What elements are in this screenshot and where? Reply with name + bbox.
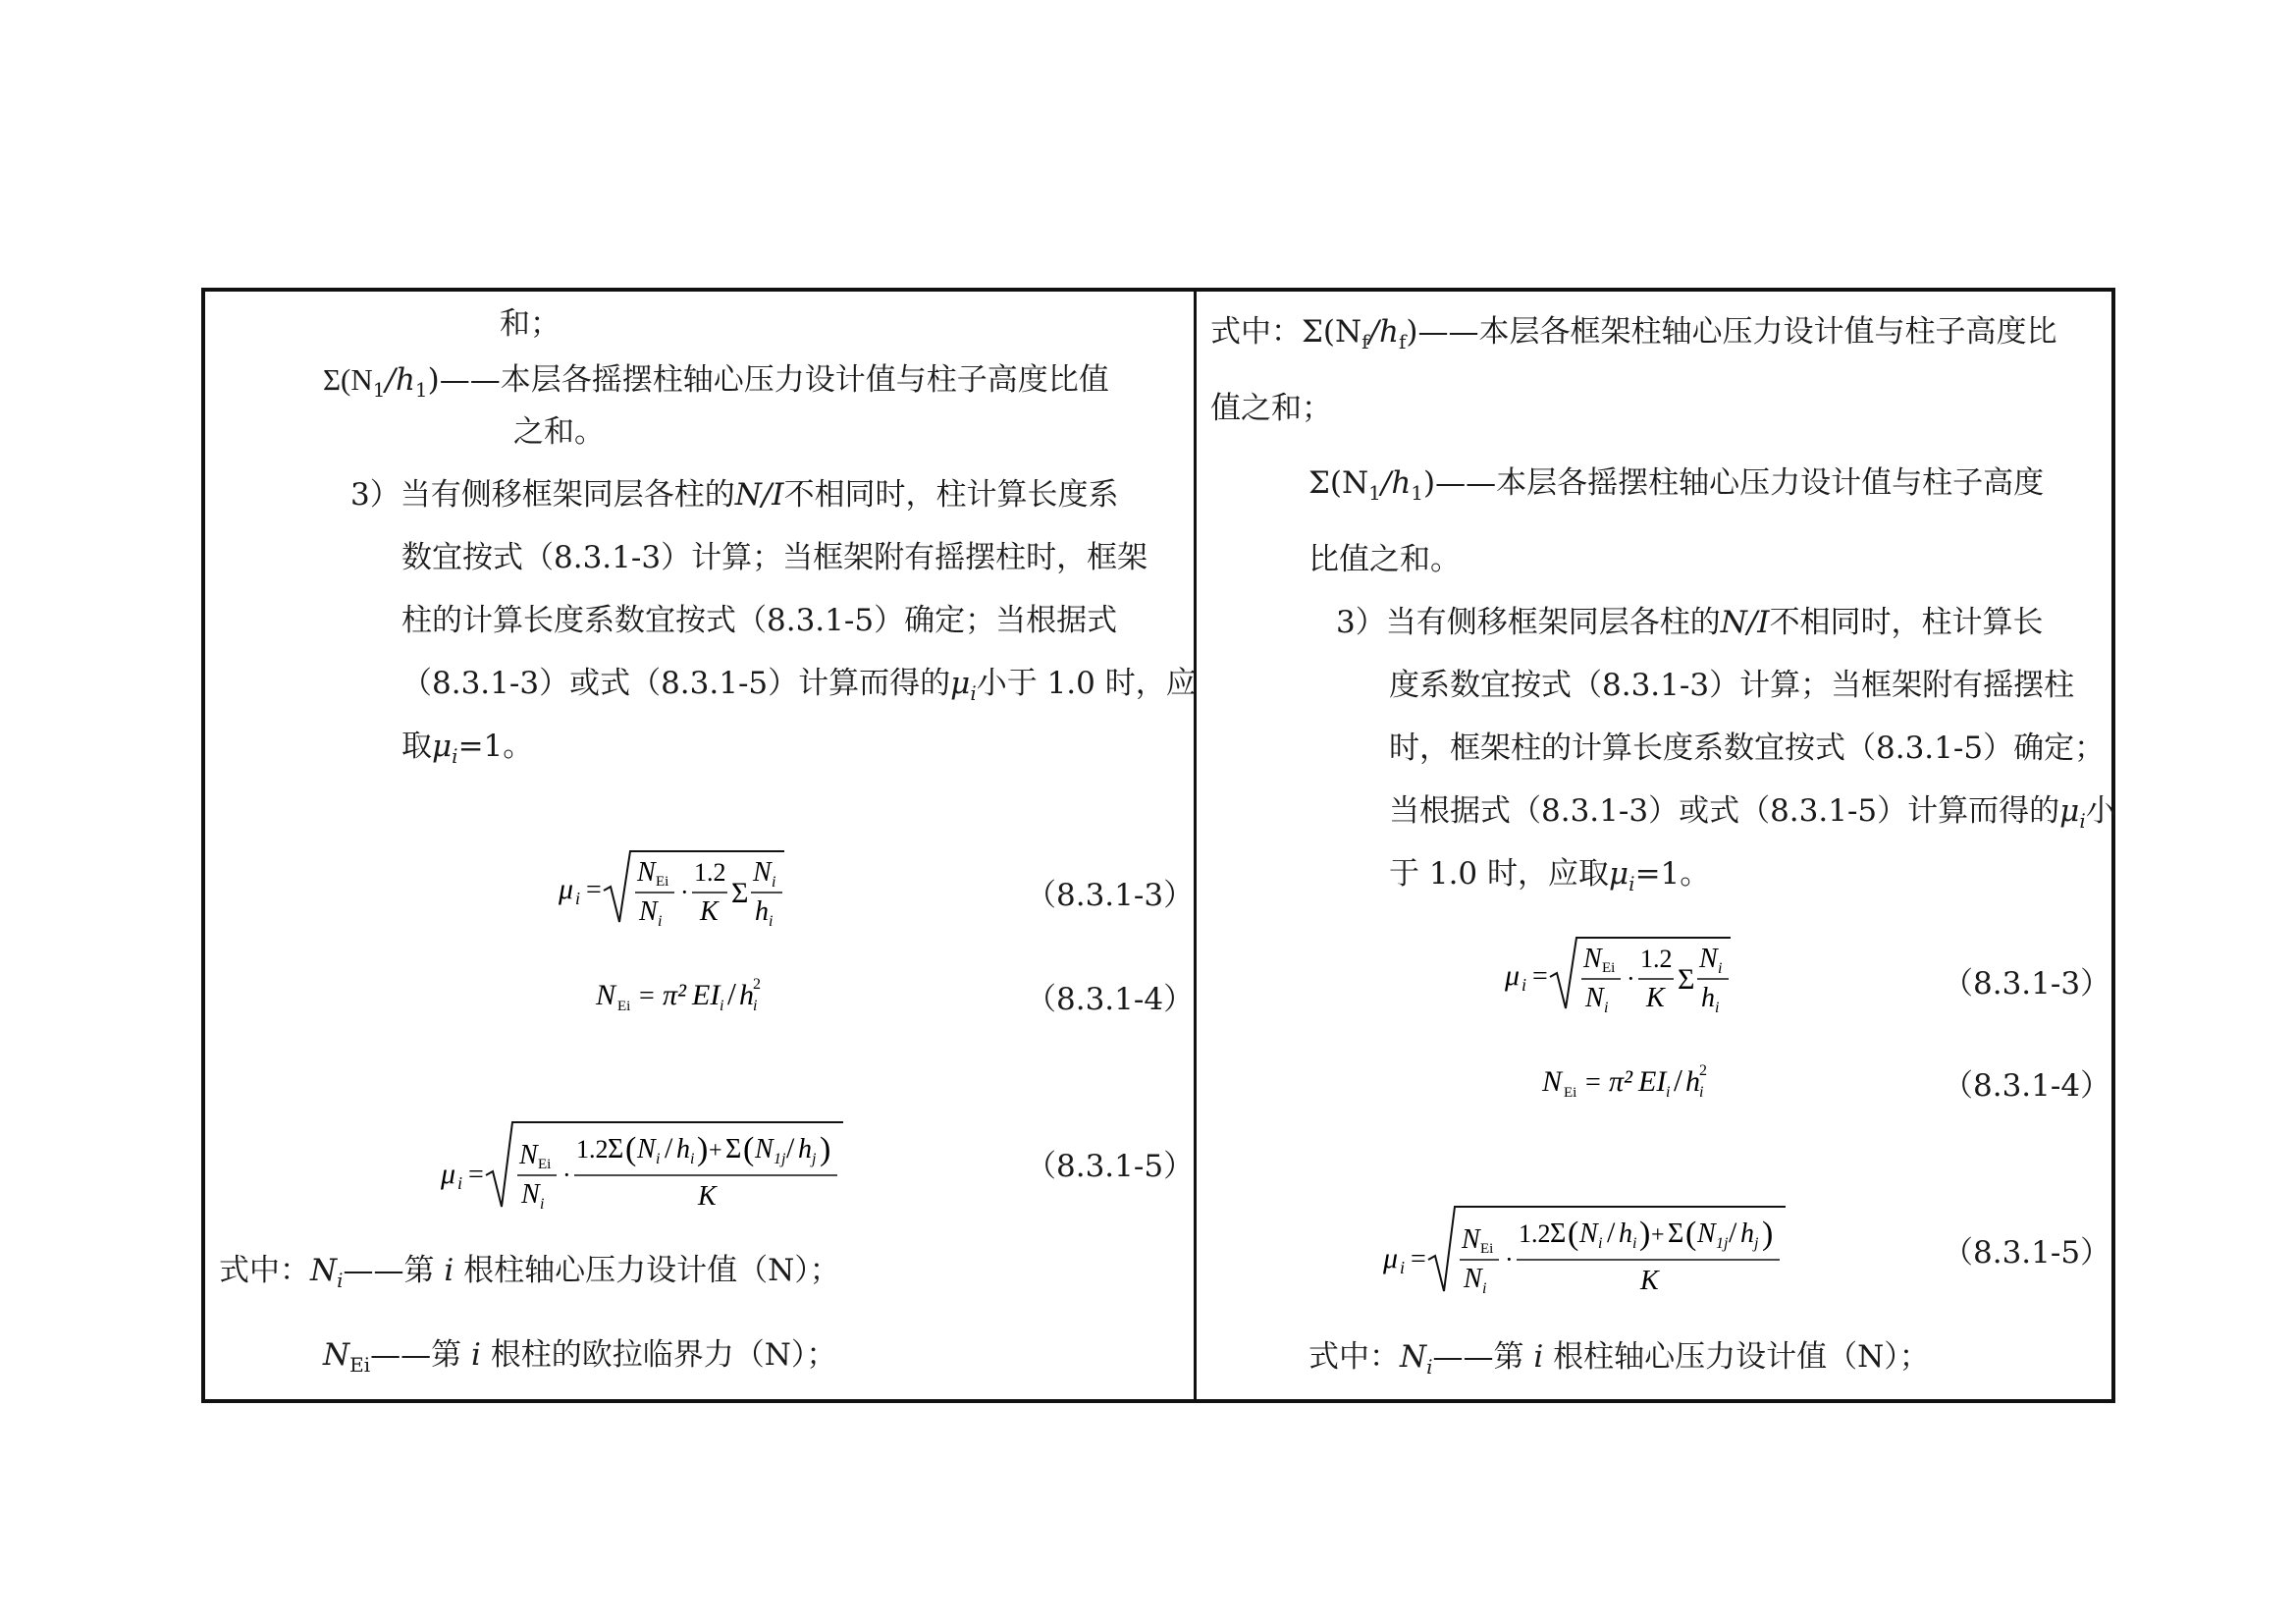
right-eq3-number: （8.3.1-3） — [1943, 966, 2111, 1001]
left-para3-line1: 3）当有侧移框架同层各柱的N/I不相同时，柱计算长度系 — [350, 477, 1119, 513]
svg-text:=: = — [1585, 1067, 1601, 1098]
svg-text:μ: μ — [559, 873, 574, 905]
svg-text:N: N — [596, 979, 616, 1011]
svg-text:h: h — [1701, 983, 1715, 1013]
svg-text:1.2: 1.2 — [694, 858, 726, 887]
svg-text:j: j — [1754, 1235, 1759, 1252]
left-line-zhihe: 之和。 — [513, 414, 605, 450]
svg-text:1.2: 1.2 — [1519, 1219, 1551, 1248]
svg-text:=: = — [468, 1160, 484, 1190]
svg-text:μ: μ — [1383, 1242, 1399, 1274]
svg-text:i: i — [658, 913, 663, 930]
svg-text:Ei: Ei — [656, 874, 669, 890]
svg-text:h: h — [1740, 1218, 1754, 1249]
svg-text:·: · — [562, 1161, 571, 1189]
svg-text:+: + — [1651, 1222, 1665, 1248]
svg-text:N: N — [637, 857, 656, 888]
svg-text:N: N — [1585, 983, 1604, 1013]
svg-text:N: N — [519, 1140, 538, 1170]
svg-text:1j: 1j — [774, 1151, 786, 1167]
svg-text:): ) — [697, 1131, 709, 1167]
svg-text:i: i — [1632, 1235, 1637, 1252]
svg-text:i: i — [1604, 1000, 1609, 1016]
left-para3-line4: （8.3.1-3）或式（8.3.1-5）计算而得的$\mu_i$小于 1.0 时，应 — [401, 666, 1197, 705]
svg-text:h: h — [676, 1134, 690, 1164]
svg-text:/: / — [1607, 1217, 1616, 1249]
svg-text:i: i — [769, 913, 774, 930]
right-def-sum-frame: 式中：$\Sigma(N_f/h_f)——$本层各框架柱轴心压力设计值与柱子高度比 — [1210, 314, 2057, 353]
svg-text:K: K — [698, 1181, 717, 1212]
svg-text:=: = — [1411, 1244, 1426, 1274]
svg-text:μ: μ — [441, 1158, 456, 1190]
svg-text:(: ( — [743, 1131, 755, 1167]
svg-text:EI: EI — [1638, 1065, 1667, 1098]
svg-text:h: h — [739, 979, 754, 1011]
svg-text:Ei: Ei — [1480, 1241, 1494, 1257]
svg-text:Σ: Σ — [1550, 1218, 1567, 1249]
left-eq4-number: （8.3.1-4） — [1026, 982, 1195, 1017]
left-eq-8-3-1-4 — [596, 969, 792, 1018]
svg-text:=: = — [639, 981, 655, 1011]
svg-text:): ) — [1639, 1216, 1651, 1252]
left-para3-line5: 取$\mu_i=1$。 — [401, 729, 534, 768]
svg-text:·: · — [1627, 964, 1635, 993]
right-sum-definition: $\Sigma(N_1/h_1)——$本层各摇摆柱轴心压力设计值与柱子高度 — [1308, 465, 2045, 505]
right-eq4-number: （8.3.1-4） — [1943, 1068, 2111, 1104]
svg-text:2: 2 — [753, 976, 761, 993]
svg-text:Ei: Ei — [1602, 960, 1616, 976]
right-eq-8-3-1-4 — [1542, 1056, 1738, 1105]
svg-text:Ei: Ei — [1564, 1085, 1577, 1101]
svg-text:Σ: Σ — [1678, 963, 1695, 996]
svg-text:i: i — [1482, 1280, 1487, 1297]
left-def-NEi: $N_{Ei}——$第 i 根柱的欧拉临界力（N）； — [323, 1337, 837, 1377]
svg-text:Ei: Ei — [617, 999, 631, 1014]
svg-text:1.2: 1.2 — [1640, 945, 1673, 973]
left-eq-8-3-1-5 — [441, 1114, 853, 1213]
left-eq-8-3-1-3 — [559, 841, 784, 930]
svg-text:=: = — [1532, 961, 1548, 992]
svg-text:Σ: Σ — [731, 877, 749, 909]
svg-text:K: K — [700, 896, 719, 927]
svg-text:(: ( — [625, 1131, 637, 1167]
svg-text:·: · — [680, 878, 689, 906]
comparison-table — [201, 288, 2115, 1403]
left-line-he: 和； — [500, 306, 561, 342]
right-column — [1197, 292, 2116, 1399]
svg-text:i: i — [690, 1151, 695, 1167]
svg-text:i: i — [1400, 1258, 1406, 1277]
svg-text:i: i — [656, 1151, 661, 1167]
svg-text:h: h — [1685, 1065, 1700, 1098]
svg-text:K: K — [1640, 1266, 1659, 1296]
svg-text:h: h — [798, 1134, 812, 1164]
left-column — [205, 292, 1197, 1399]
svg-text:i: i — [575, 889, 581, 908]
svg-text:π²: π² — [663, 979, 687, 1011]
svg-text:N: N — [639, 896, 658, 927]
left-eq5-number: （8.3.1-5） — [1026, 1149, 1195, 1184]
svg-text:μ: μ — [1505, 959, 1521, 992]
svg-text:i: i — [457, 1173, 463, 1193]
right-eq-8-3-1-5 — [1383, 1199, 1795, 1297]
left-def-Ni: 式中：$N_i——$第 i 根柱轴心压力设计值（N）； — [219, 1253, 840, 1292]
svg-text:/: / — [1729, 1217, 1737, 1249]
svg-text:2: 2 — [1699, 1062, 1707, 1079]
svg-text:K: K — [1646, 983, 1665, 1013]
svg-text:N: N — [1697, 1218, 1716, 1249]
svg-text:(: ( — [1685, 1216, 1697, 1252]
right-para3-line3: 时，框架柱的计算长度系数宜按式（8.3.1-5）确定； — [1389, 731, 2106, 766]
svg-text:Σ: Σ — [1668, 1218, 1684, 1249]
svg-text:i: i — [753, 998, 758, 1014]
svg-text:/: / — [727, 976, 736, 1011]
right-line-zhihe: 值之和； — [1210, 391, 1332, 426]
right-eq-8-3-1-3 — [1505, 928, 1731, 1016]
svg-text:·: · — [1505, 1245, 1514, 1273]
svg-text:N: N — [753, 857, 772, 888]
svg-text:Σ: Σ — [608, 1134, 624, 1164]
svg-text:i: i — [1666, 1084, 1671, 1101]
right-para3-line1: 3）当有侧移框架同层各柱的N/I不相同时，柱计算长 — [1336, 605, 2044, 640]
svg-text:N: N — [755, 1134, 774, 1164]
svg-text:h: h — [1619, 1218, 1632, 1249]
svg-text:π²: π² — [1609, 1065, 1633, 1098]
svg-text:/: / — [786, 1132, 795, 1164]
left-eq3-number: （8.3.1-3） — [1026, 878, 1195, 913]
svg-text:(: ( — [1568, 1216, 1579, 1252]
left-para3-line3: 柱的计算长度系数宜按式（8.3.1-5）确定；当根据式 — [401, 603, 1118, 638]
svg-text:Ei: Ei — [538, 1157, 552, 1172]
right-def-Ni: 式中：$N_i——$第 i 根柱轴心压力设计值（N）； — [1308, 1339, 1930, 1379]
svg-text:1j: 1j — [1716, 1235, 1729, 1252]
left-para3-line2: 数宜按式（8.3.1-3）计算；当框架附有摇摆柱时，框架 — [401, 540, 1148, 575]
svg-text:i: i — [1598, 1235, 1603, 1252]
svg-text:N: N — [1583, 944, 1602, 974]
svg-text:Σ: Σ — [725, 1134, 742, 1164]
svg-text:N: N — [1542, 1065, 1563, 1098]
svg-text:i: i — [1699, 1084, 1704, 1101]
svg-text:N: N — [1699, 944, 1718, 974]
svg-text:=: = — [586, 875, 602, 905]
right-para3-line2: 度系数宜按式（8.3.1-3）计算；当框架附有摇摆柱 — [1389, 668, 2075, 703]
right-para3-line5: 于 1.0 时，应取$\mu_i=1$。 — [1389, 856, 1711, 895]
svg-text:/: / — [1674, 1062, 1682, 1098]
svg-text:i: i — [1718, 960, 1723, 977]
svg-text:i: i — [1522, 975, 1527, 995]
svg-text:1.2: 1.2 — [576, 1135, 609, 1164]
svg-text:i: i — [720, 998, 724, 1014]
svg-text:N: N — [521, 1179, 540, 1210]
svg-text:i: i — [1715, 1000, 1720, 1016]
svg-text:N: N — [1464, 1264, 1482, 1294]
left-sum-definition: $\Sigma(N_1/h_1)——$本层各摇摆柱轴心压力设计值与柱子高度比值 — [323, 362, 1109, 402]
right-eq5-number: （8.3.1-5） — [1943, 1235, 2111, 1271]
svg-text:/: / — [665, 1132, 673, 1164]
right-line-bizhihe: 比值之和。 — [1308, 542, 1461, 577]
svg-text:): ) — [820, 1131, 831, 1167]
svg-text:h: h — [755, 896, 769, 927]
right-para3-line4: 当根据式（8.3.1-3）或式（8.3.1-5）计算而得的$\mu_i$小 — [1389, 793, 2116, 833]
svg-text:i: i — [772, 874, 776, 891]
svg-text:): ) — [1762, 1216, 1774, 1252]
svg-text:N: N — [1462, 1224, 1480, 1255]
svg-text:N: N — [637, 1134, 656, 1164]
svg-text:j: j — [812, 1151, 817, 1167]
svg-text:i: i — [540, 1196, 545, 1213]
svg-text:EI: EI — [692, 979, 721, 1011]
svg-text:+: + — [709, 1138, 722, 1164]
svg-text:N: N — [1579, 1218, 1598, 1249]
